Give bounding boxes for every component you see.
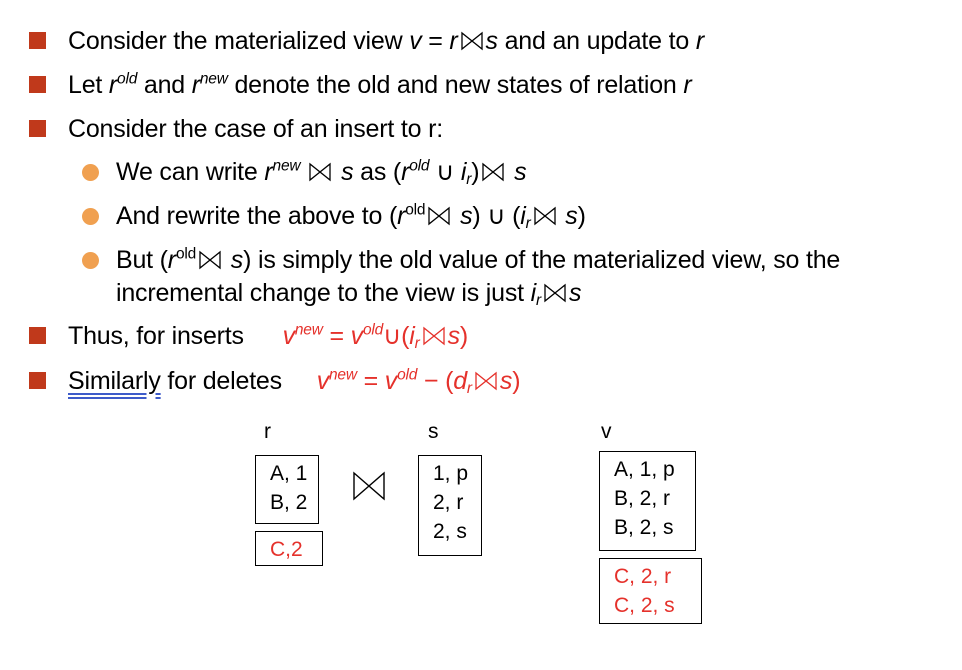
table-row: B, 2, r (614, 487, 671, 510)
table-row: A, 1 (270, 462, 308, 485)
join-icon (481, 161, 505, 183)
join-icon (474, 370, 498, 392)
bullet-inserts-formula: Thus, for inserts $v^{new}$ = $v^{old}\cup(i_r$ s) (68, 321, 469, 352)
join-icon (198, 249, 222, 271)
subbullet-old-value-line2: incremental change to the view is just $i_r$ s (116, 279, 582, 309)
insert-formula: $v^{new}$ = $v^{old}\cup(i_r$ s) (282, 321, 469, 352)
view-v-table (599, 451, 696, 551)
relation-r-table (255, 455, 319, 524)
table-row: A, 1, p (614, 458, 675, 481)
round-bullet-icon (82, 252, 99, 269)
table-row: B, 2, s (614, 516, 674, 539)
relation-r-label: r (264, 420, 271, 443)
relation-s-table (418, 455, 482, 556)
bullet-insert-case: Consider the case of an insert to r: (68, 115, 443, 143)
table-row: 2, s (433, 520, 467, 543)
relation-s-label: s (428, 420, 439, 443)
join-icon (427, 205, 451, 227)
bullet-old-new-states: Let $r^{old}$ and $r^{new}$ denote the old and new states of relation r (68, 70, 692, 99)
table-row: B, 2 (270, 491, 308, 514)
bullet-materialized-view: Consider the materialized view v = r s and an update to r (68, 27, 704, 55)
join-icon (543, 282, 567, 304)
round-bullet-icon (82, 164, 99, 181)
subbullet-old-value: But ($r^{old}$ s) is simply the old value of the materialized view, so the (116, 245, 841, 274)
delete-formula: $v^{new} = v^{old} - (d_r$ s) (316, 366, 521, 397)
view-v-inserted (599, 558, 702, 624)
view-v-label: v (601, 420, 612, 443)
square-bullet-icon (29, 32, 46, 49)
join-icon (533, 205, 557, 227)
square-bullet-icon (29, 120, 46, 137)
round-bullet-icon (82, 208, 99, 225)
spellcheck-underlined-word: Similarly (68, 367, 161, 395)
table-row: 1, p (433, 462, 469, 485)
relation-r-inserted (255, 531, 323, 566)
table-row: 2, r (433, 491, 464, 514)
subbullet-rewrite: And rewrite the above to ($r^{old}$ s) ∪ ($i_r$ s) (116, 201, 586, 232)
square-bullet-icon (29, 76, 46, 93)
join-icon (308, 161, 332, 183)
join-icon (352, 471, 386, 506)
join-icon (460, 30, 484, 52)
square-bullet-icon (29, 327, 46, 344)
table-row: C,2 (270, 538, 303, 561)
join-icon (422, 325, 446, 347)
subbullet-write-rnew: We can write $r^{new}$ s as ($r^{old}$ ∪ $i_r$) s (116, 157, 527, 188)
bullet-deletes-formula: Similarly for deletes $v^{new} = v^{old} - (d_r$ s) (68, 366, 521, 397)
square-bullet-icon (29, 372, 46, 389)
table-row: C, 2, r (614, 565, 672, 588)
table-row: C, 2, s (614, 594, 675, 617)
